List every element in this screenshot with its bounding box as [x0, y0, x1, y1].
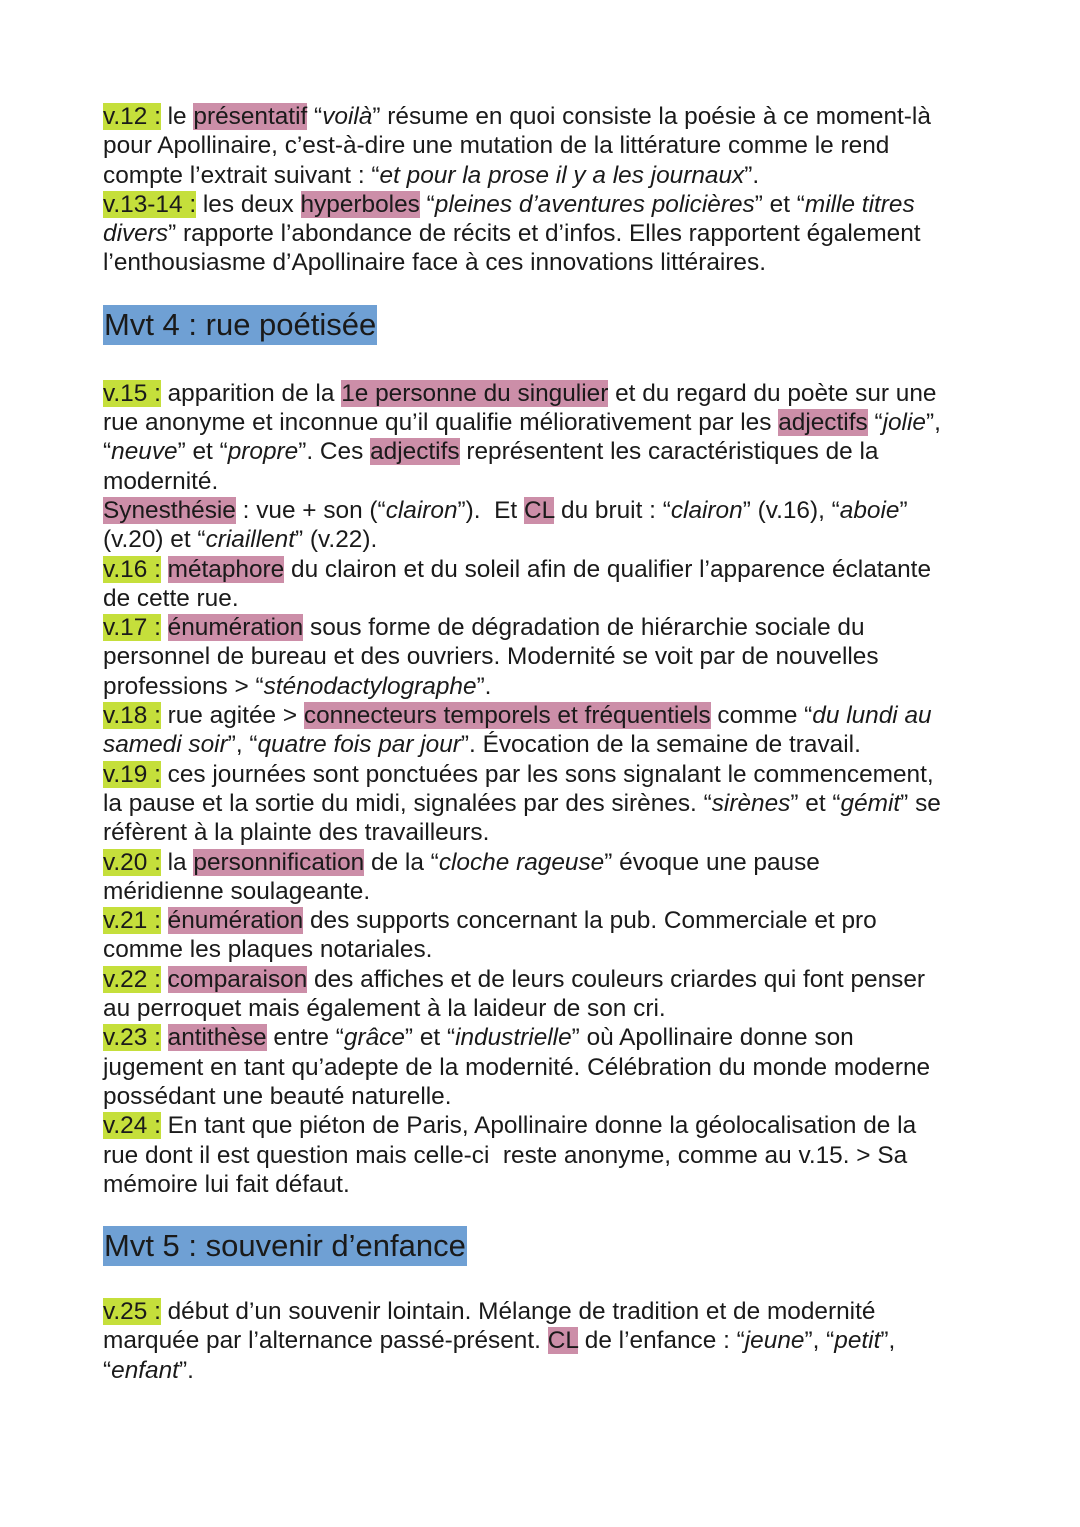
text-line: [103, 379, 1003, 408]
quote-text: industrielle: [455, 1024, 572, 1052]
text-run: des supports concernant la pub. Commerciale et pro: [303, 907, 877, 935]
text-line: [103, 219, 1003, 248]
text-run: sous forme de dégradation de hiérarchie sociale du: [303, 614, 865, 642]
quote-text: enfant: [111, 1356, 179, 1384]
text-line: [103, 248, 1003, 277]
text-run: ”, “: [804, 1327, 835, 1355]
text-run: professions > “: [103, 672, 264, 700]
verse-ref: v.17 :: [103, 614, 161, 642]
text-run: ”, “: [227, 731, 258, 759]
verse-ref: v.19 :: [103, 760, 161, 788]
quote-text: sténodactylographe: [263, 672, 477, 700]
text-run: ”. Évocation de la semaine de travail.: [460, 731, 861, 759]
text-run: du clairon et du soleil afin de qualifier l’apparence éclatante: [284, 555, 932, 583]
text-run: apparition de la: [160, 379, 342, 407]
quote-text: sirènes: [711, 789, 791, 817]
text-line: [103, 1111, 1003, 1140]
verse-ref: v.18 :: [103, 702, 161, 730]
text-line: [103, 848, 1003, 877]
text-run: “: [867, 409, 883, 437]
quote-text: cloche rageuse: [438, 848, 605, 876]
quote-text: quatre fois par jour: [257, 731, 461, 759]
figure-term: énumération: [167, 907, 304, 935]
text-line: [103, 789, 1003, 818]
figure-term: connecteurs temporels et fréquentiels: [303, 702, 711, 730]
text-run: [161, 907, 168, 934]
text-run: [161, 556, 168, 583]
quote-text: pleines d’aventures policières: [434, 190, 755, 218]
text-run: (v.20) et “: [103, 526, 206, 554]
text-run: [161, 1024, 168, 1051]
text-run: marquée par l’alternance passé-présent.: [103, 1327, 548, 1355]
text-run: “: [103, 438, 112, 466]
verse-ref: v.23 :: [103, 1024, 161, 1052]
text-run: ”. Ces: [298, 438, 371, 466]
text-line: [103, 555, 1003, 584]
text-line: [103, 1326, 1003, 1355]
quote-text: clairon: [670, 496, 743, 524]
mvt4-block: [103, 379, 1003, 1199]
text-run: de l’enfance : “: [577, 1327, 745, 1355]
figure-term: hyperboles: [300, 190, 420, 218]
text-run: modernité.: [103, 467, 219, 495]
text-run: méridienne soulageante.: [103, 877, 371, 905]
text-run: ” (v.22).: [295, 526, 378, 554]
text-run: rue dont il est question mais celle-ci reste anonyme, comme au v.15. > Sa: [103, 1141, 908, 1169]
quote-text: criaillent: [205, 526, 296, 554]
text-line: [103, 672, 1003, 701]
text-run: réfèrent à la plainte des travailleurs.: [103, 819, 490, 847]
text-line: [103, 877, 1003, 906]
text-run: ” où Apollinaire donne son: [571, 1024, 854, 1052]
verse-ref: v.20 :: [103, 848, 161, 876]
text-line: [103, 584, 1003, 613]
text-line: [103, 906, 1003, 935]
figure-term: adjectifs: [778, 409, 868, 437]
text-run: ” (v.16), “: [742, 496, 840, 524]
verse-ref: v.22 :: [103, 965, 161, 993]
verse-ref: v.24 :: [103, 1112, 161, 1140]
verse-ref: v.15 :: [103, 379, 161, 407]
text-line: [103, 1297, 1003, 1326]
text-run: ”: [899, 496, 908, 524]
text-run: de cette rue.: [103, 584, 239, 612]
figure-term: CL: [523, 496, 555, 524]
text-run: ” et “: [754, 190, 805, 218]
quote-text: aboie: [839, 496, 900, 524]
text-run: la: [160, 848, 194, 876]
document-page: [103, 102, 1003, 1385]
text-run: la pause et la sortie du midi, signalées par des sirènes. “: [103, 789, 712, 817]
text-run: ” se: [900, 789, 941, 817]
quote-text: clairon: [385, 496, 458, 524]
text-run: du bruit : “: [554, 496, 671, 524]
text-run: des affiches et de leurs couleurs criardes qui font penser: [307, 965, 926, 993]
text-run: rue anonyme et inconnue qu’il qualifie méliorativement par les: [103, 409, 779, 437]
text-run: rue agitée >: [160, 702, 304, 730]
text-run: mémoire lui fait défaut.: [103, 1170, 350, 1198]
text-line: [103, 131, 1003, 160]
text-run: En tant que piéton de Paris, Apollinaire donne la géolocalisation de la: [160, 1112, 917, 1140]
verse-ref: v.13-14 :: [103, 190, 197, 218]
quote-text: grâce: [343, 1024, 405, 1052]
text-run: les deux: [196, 190, 301, 218]
text-run: ” et “: [177, 438, 228, 466]
text-run: pour Apollinaire, c’est-à-dire une mutation de la littérature comme le rend: [103, 132, 890, 160]
figure-term: personnification: [193, 848, 365, 876]
text-run: représentent les caractéristiques de la: [459, 438, 879, 466]
figure-term: Synesthésie: [103, 496, 236, 524]
text-run: “: [307, 103, 323, 130]
text-line: [103, 613, 1003, 642]
text-line: [103, 818, 1003, 847]
text-line: [103, 496, 1003, 525]
figure-term: comparaison: [167, 965, 308, 993]
text-run: : vue + son (“: [235, 496, 386, 524]
figure-term: adjectifs: [370, 438, 460, 466]
text-run: ” rapporte l’abondance de récits et d’infos. Elles rapportent également: [168, 220, 921, 248]
text-run: l’enthousiasme d’Apollinaire face à ces innovations littéraires.: [103, 249, 766, 277]
text-line: [103, 642, 1003, 671]
verse-ref: v.25 :: [103, 1298, 161, 1326]
quote-text: samedi soir: [103, 731, 228, 759]
text-run: jugement en tant qu’adepte de la modernité. Célébration du monde moderne: [103, 1053, 931, 1081]
text-run: ”,: [880, 1327, 896, 1355]
quote-text: du lundi au: [812, 702, 932, 730]
text-line: [103, 408, 1003, 437]
section-heading-mvt4: [103, 305, 1003, 345]
figure-term: métaphore: [167, 555, 285, 583]
quote-text: gémit: [840, 789, 901, 817]
quote-text: jolie: [882, 409, 926, 437]
text-line: [103, 437, 1003, 466]
verse-ref: v.21 :: [103, 907, 161, 935]
text-run: [161, 614, 168, 641]
text-run: début d’un souvenir lointain. Mélange de tradition et de modernité: [160, 1298, 876, 1326]
text-line: [103, 161, 1003, 190]
text-run: et du regard du poète sur une: [608, 379, 937, 407]
text-line: [103, 994, 1003, 1023]
quote-text: et pour la prose il y a les journaux: [379, 161, 745, 189]
figure-term: CL: [547, 1327, 578, 1355]
verse-ref: v.16 :: [103, 555, 161, 583]
text-line: [103, 730, 1003, 759]
text-line: [103, 1141, 1003, 1170]
text-run: ”.: [178, 1356, 194, 1384]
quote-text: voilà: [322, 103, 373, 130]
figure-term: présentatif: [193, 103, 308, 130]
figure-term: 1e personne du singulier: [341, 379, 609, 407]
quote-text: petit: [834, 1327, 881, 1355]
text-run: ” et “: [404, 1024, 456, 1052]
text-line: [103, 1356, 1003, 1385]
quote-text: mille titres: [804, 190, 915, 218]
figure-term: énumération: [167, 614, 304, 642]
text-line: [103, 760, 1003, 789]
text-line: [103, 935, 1003, 964]
text-run: le: [160, 103, 194, 130]
text-line: [103, 190, 1003, 219]
quote-text: jeune: [744, 1327, 805, 1355]
text-line: [103, 1082, 1003, 1111]
text-line: [103, 1170, 1003, 1199]
quote-text: neuve: [111, 438, 178, 466]
section-heading-mvt5: [103, 1226, 1003, 1266]
text-run: au perroquet mais également à la laideur de son cri.: [103, 995, 666, 1023]
figure-term: antithèse: [167, 1024, 267, 1052]
text-run: ”.: [476, 672, 492, 700]
text-run: ces journées sont ponctuées par les sons signalant le commencement,: [160, 760, 934, 788]
text-line: [103, 1023, 1003, 1052]
text-line: [103, 1053, 1003, 1082]
text-run: “: [103, 1356, 112, 1384]
text-run: possédant une beauté naturelle.: [103, 1082, 452, 1110]
quote-text: divers: [103, 220, 169, 248]
text-run: compte l’extrait suivant : “: [103, 161, 380, 189]
mvt5-heading: Mvt 5 : souvenir d’enfance: [103, 1226, 467, 1266]
text-run: ” résume en quoi consiste la poésie à ce moment-là: [372, 103, 931, 130]
text-run: ”). Et: [457, 496, 524, 524]
text-run: comme les plaques notariales.: [103, 936, 433, 964]
text-run: [161, 966, 168, 993]
text-line: [103, 965, 1003, 994]
text-run: personnel de bureau et des ouvriers. Modernité se voit par de nouvelles: [103, 643, 879, 671]
text-run: ”,: [925, 409, 941, 437]
verse-ref: v.12 :: [103, 103, 161, 130]
mvt5-block: [103, 1297, 1003, 1385]
text-run: de la “: [364, 848, 439, 876]
text-run: “: [419, 190, 435, 218]
text-run: ” et “: [790, 789, 841, 817]
quote-text: propre: [227, 438, 299, 466]
text-line: [103, 701, 1003, 730]
text-line: [103, 467, 1003, 496]
text-run: comme “: [710, 702, 813, 730]
intro-block: [103, 102, 1003, 278]
text-run: entre “: [266, 1024, 344, 1052]
text-run: ” évoque une pause: [604, 848, 820, 876]
text-line: [103, 102, 1003, 131]
mvt4-heading: Mvt 4 : rue poétisée: [103, 305, 377, 345]
text-run: ”.: [744, 161, 760, 189]
text-line: [103, 525, 1003, 554]
